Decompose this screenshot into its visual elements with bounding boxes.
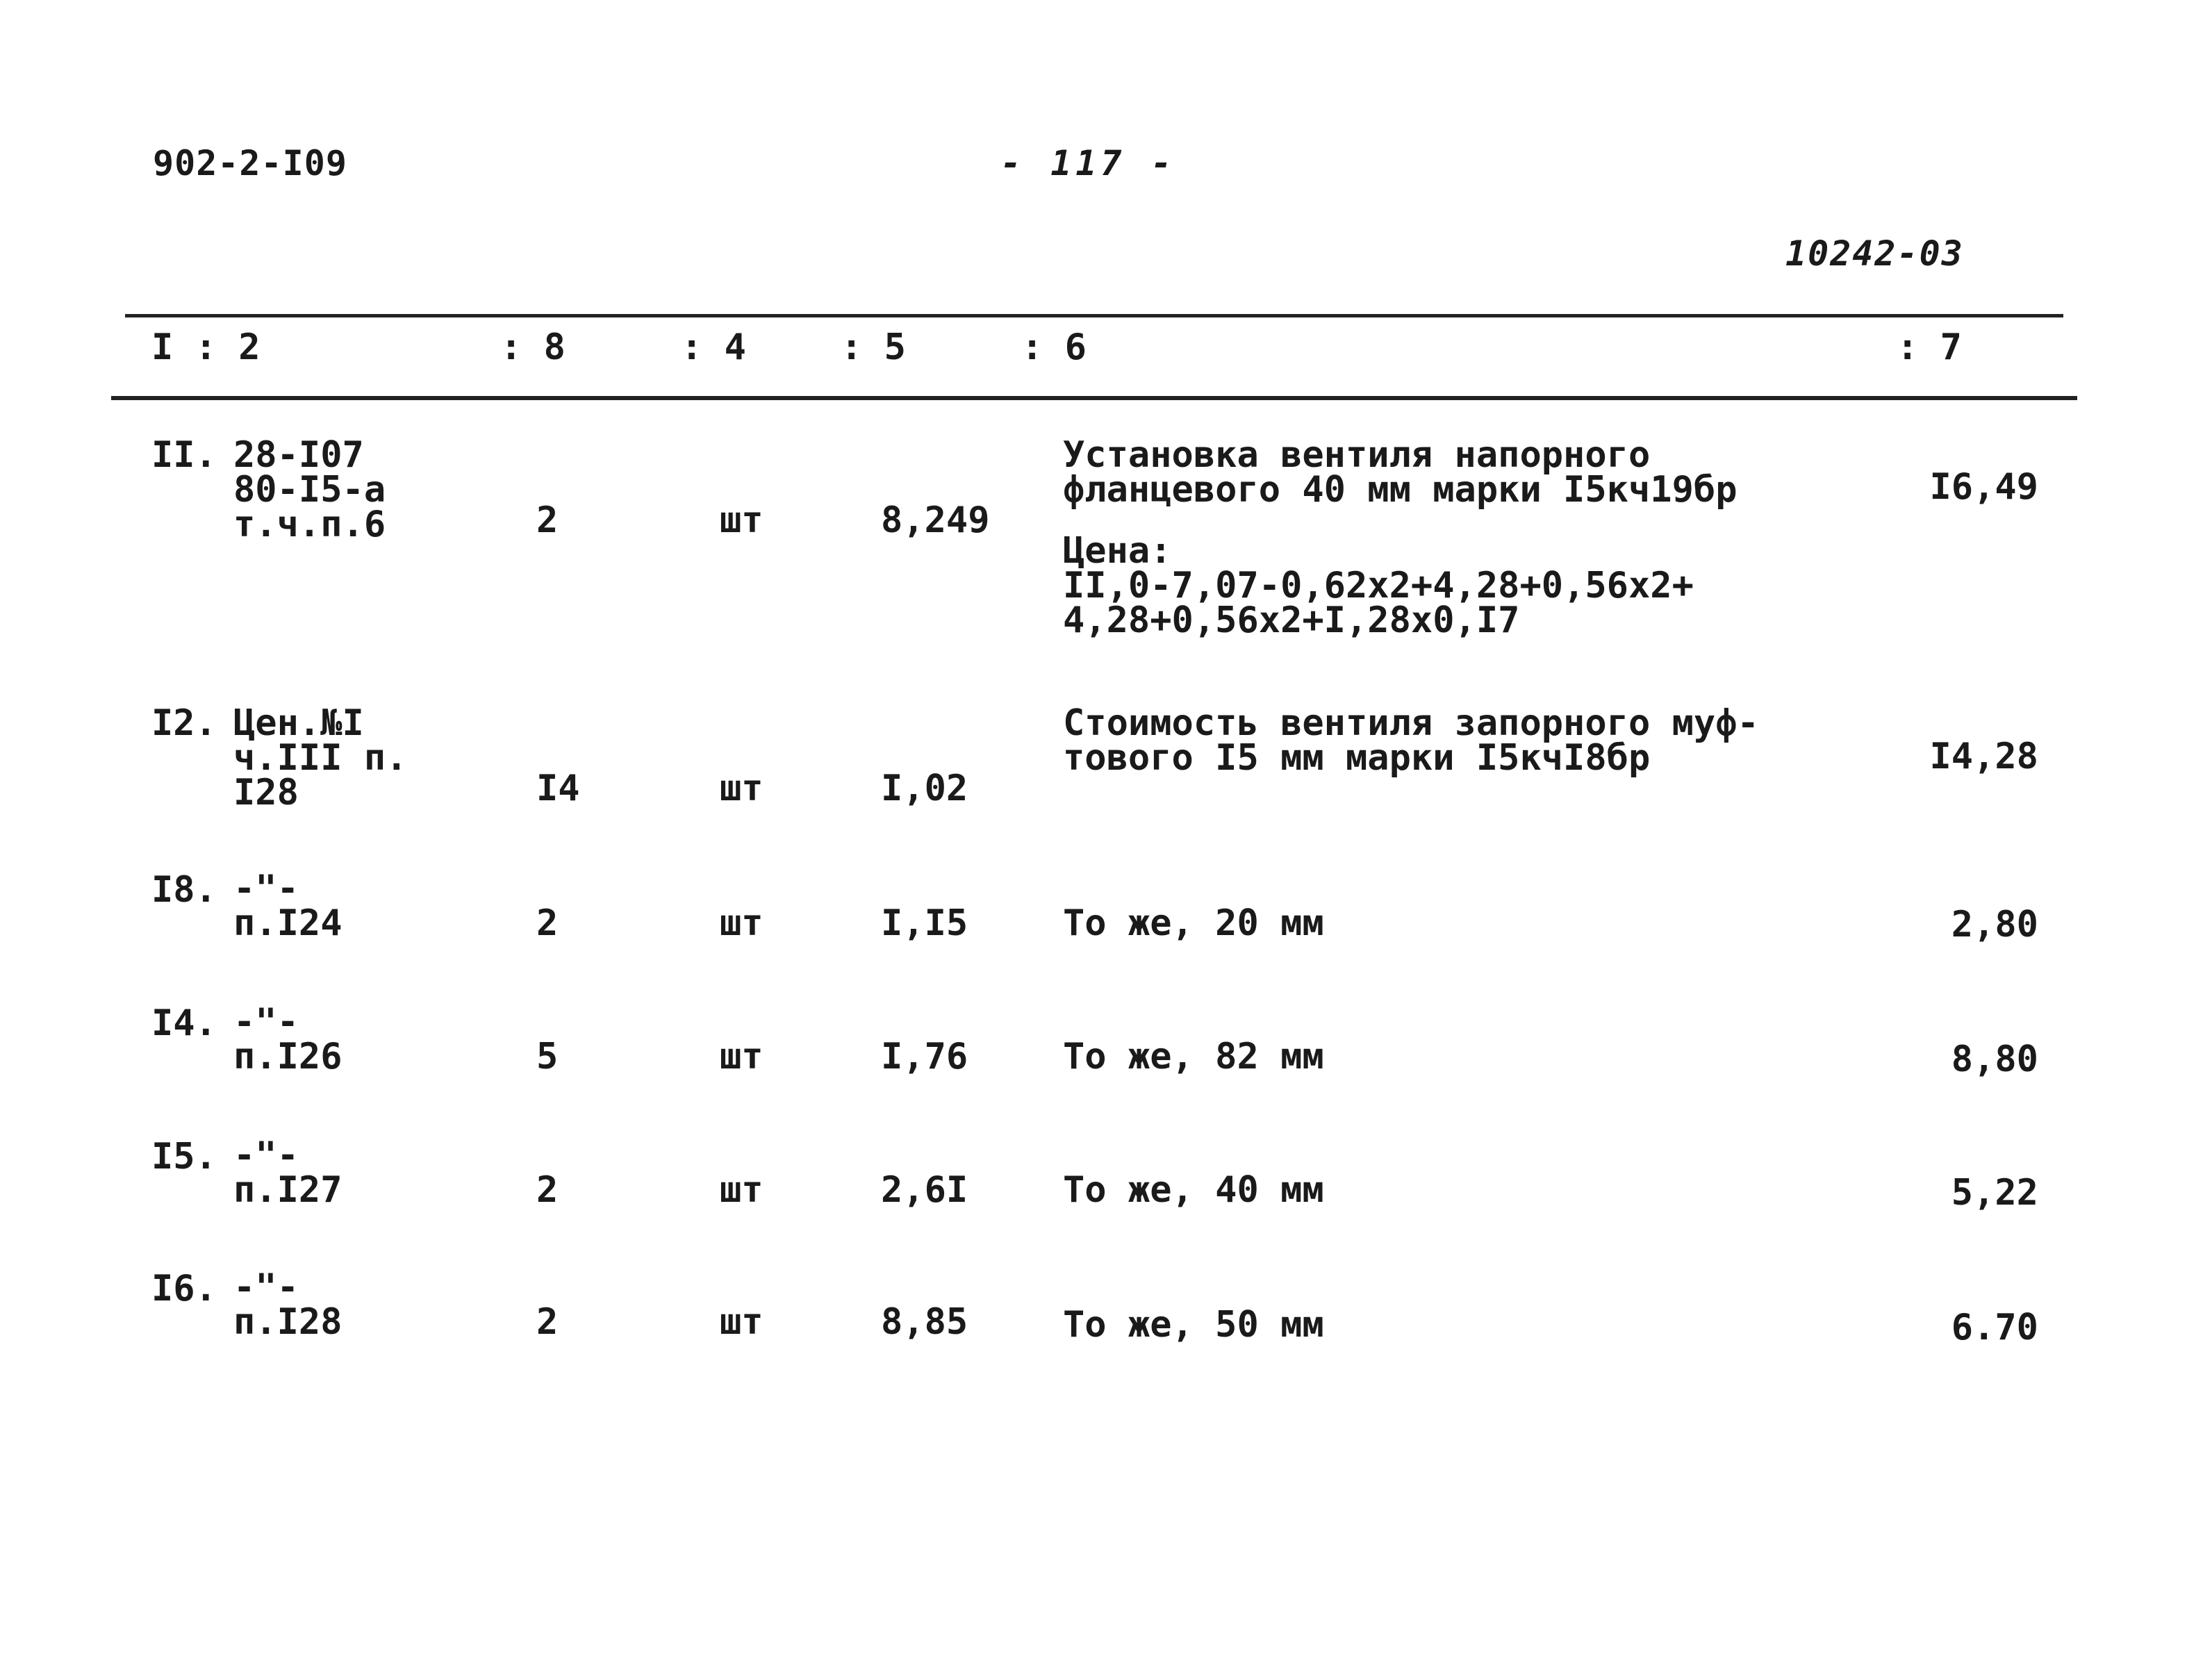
- row-reference: 28-I07 80-I5-a т.ч.п.6: [233, 434, 386, 545]
- table-header-rule: [111, 396, 2077, 400]
- row-unit: шт: [720, 499, 764, 541]
- row-number: I5.: [151, 1136, 217, 1178]
- row-unit-price: I,I5: [881, 902, 968, 944]
- page-number: - 117 -: [1000, 143, 1176, 183]
- row-unit: шт: [720, 902, 764, 944]
- row-reference: -"- п.I26: [233, 1001, 342, 1077]
- row-total: 6.70: [1951, 1307, 2038, 1348]
- row-reference: -"- п.I24: [233, 868, 342, 944]
- row-number: I6.: [151, 1268, 217, 1310]
- row-total: 5,22: [1951, 1172, 2038, 1214]
- column-header-3: : 8: [500, 327, 566, 368]
- row-total: I6,49: [1929, 466, 2038, 508]
- row-number: I8.: [151, 869, 217, 911]
- row-unit: шт: [720, 1036, 764, 1077]
- row-reference: Цен.№I ч.III п. I28: [233, 702, 408, 813]
- column-header-1-2: I : 2: [151, 327, 261, 368]
- row-number: II.: [151, 434, 217, 476]
- row-total: I4,28: [1929, 736, 2038, 777]
- column-header-5: : 5: [841, 327, 906, 368]
- table-top-rule: [125, 314, 2063, 317]
- row-unit-price: 8,249: [881, 499, 990, 541]
- row-description: То же, 82 мм: [1063, 1036, 1324, 1077]
- row-total: 8,80: [1951, 1039, 2038, 1080]
- row-reference: -"- п.I28: [233, 1266, 342, 1343]
- row-unit-price: 8,85: [881, 1301, 968, 1343]
- row-reference: -"- п.I27: [233, 1134, 342, 1211]
- row-unit: шт: [720, 1169, 764, 1211]
- row-description: Установка вентиля напорного фланцевого 40 мм марки I5кч19бр: [1063, 434, 1738, 511]
- row-quantity: I4: [536, 768, 580, 809]
- row-quantity: 2: [536, 1301, 559, 1343]
- document-code: 902-2-I09: [153, 143, 347, 183]
- row-quantity: 2: [536, 902, 559, 944]
- row-quantity: 2: [536, 499, 559, 541]
- row-total: 2,80: [1951, 904, 2038, 945]
- row-quantity: 2: [536, 1169, 559, 1211]
- column-header-6: : 6: [1021, 327, 1087, 368]
- row-unit: шт: [720, 1301, 764, 1343]
- row-unit-price: 2,6I: [881, 1169, 968, 1211]
- row-unit-price: I,76: [881, 1036, 968, 1077]
- row-description: То же, 50 мм: [1063, 1304, 1324, 1346]
- row-description: То же, 40 мм: [1063, 1169, 1324, 1211]
- row-number: I2.: [151, 702, 217, 744]
- column-header-4: : 4: [681, 327, 746, 368]
- row-quantity: 5: [536, 1036, 559, 1077]
- row-description: То же, 20 мм: [1063, 902, 1324, 944]
- column-header-7: : 7: [1897, 327, 1962, 368]
- row-unit: шт: [720, 768, 764, 809]
- archive-number: 10242-03: [1785, 233, 1964, 274]
- row-number: I4.: [151, 1002, 217, 1044]
- row-description: Стоимость вентиля запорного муф- тового I5 мм марки I5кчI8бр: [1063, 702, 1759, 779]
- row-unit-price: I,02: [881, 768, 968, 809]
- row-price-note: Цена: II,0-7,07-0,62x2+4,28+0,56x2+ 4,28+0,56x2+I,28x0,I7: [1063, 530, 1694, 641]
